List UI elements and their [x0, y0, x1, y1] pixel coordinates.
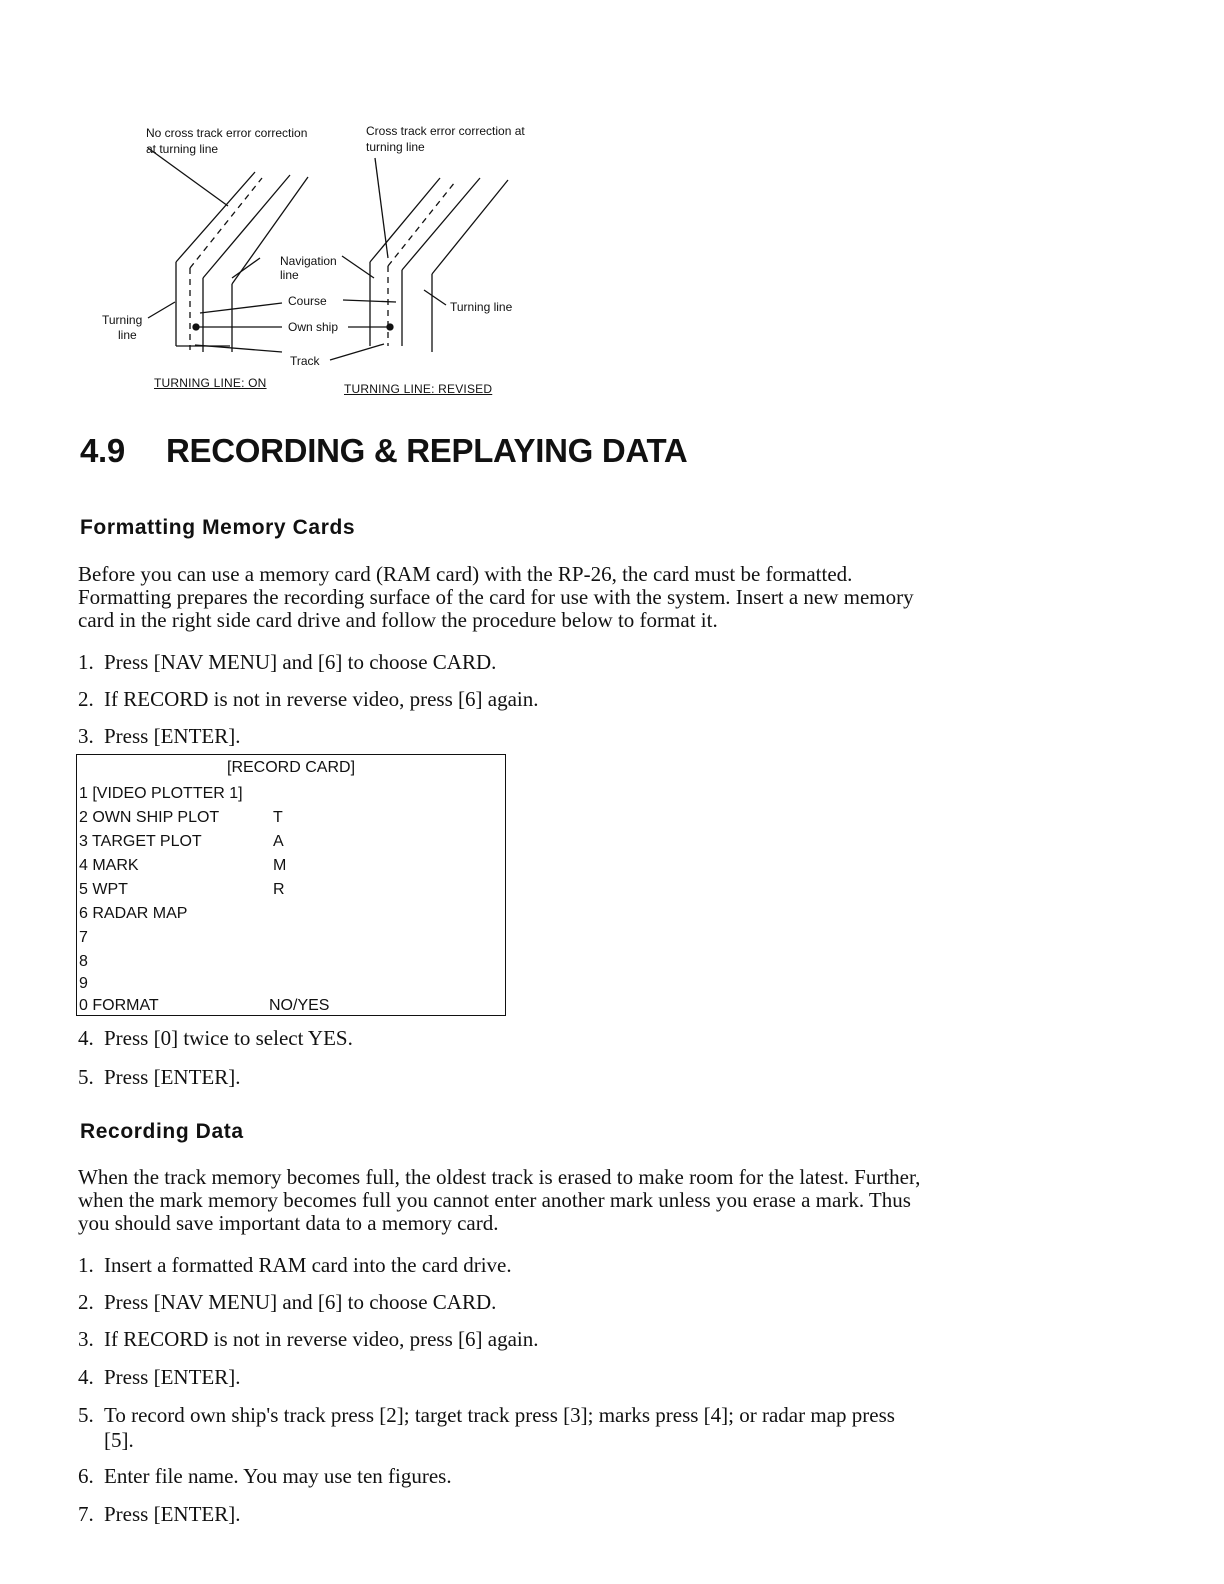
step-number: 1.: [78, 1253, 94, 1277]
menu-row-label: 0 FORMAT: [79, 997, 159, 1014]
right-own-ship-dot: [387, 324, 393, 330]
step-number: 5.: [78, 1065, 94, 1089]
recording-step: [78, 1327, 539, 1351]
own-ship-label: Own ship: [288, 320, 339, 334]
menu-row-label: 5 WPT: [79, 881, 128, 898]
step-number: 1.: [78, 650, 94, 674]
step-number: 6.: [78, 1464, 94, 1488]
section-number: 4.9: [80, 432, 125, 469]
menu-row-label: 9: [79, 975, 88, 992]
step-text: To record own ship's track press [2]; target track press [3]; marks press [4]; or radar map press: [104, 1403, 895, 1427]
menu-row-label: 7: [79, 929, 88, 946]
formatting-intro-line: Formatting prepares the recording surface of the card for use with the system. Insert a new memory: [78, 585, 914, 609]
section-title: [80, 432, 687, 470]
step-number: 4.: [78, 1365, 94, 1389]
correction-label-line1: Cross track error correction at: [366, 124, 525, 138]
formatting-step: [78, 687, 539, 711]
step-number: 5.: [78, 1403, 94, 1427]
turning-line-right-label: Turning line: [450, 300, 513, 314]
left-callout-leader: [148, 148, 228, 206]
step-text: Press [ENTER].: [104, 724, 241, 748]
recording-intro-line: When the track memory becomes full, the oldest track is erased to make room for the latest. Further,: [78, 1165, 921, 1189]
step-number: 3.: [78, 1327, 94, 1351]
menu-row-7: [79, 929, 499, 951]
menu-row-value: NO/YES: [269, 997, 330, 1014]
record-card-menu: [76, 754, 506, 1016]
right-outer-upper-line: [370, 178, 440, 262]
turning-line-diagram: [0, 0, 1224, 410]
menu-row-own-ship-plot: [79, 809, 499, 831]
track-leader-left: [195, 345, 282, 352]
menu-row-value: R: [273, 881, 285, 898]
turning-line-left-label-line2: line: [118, 328, 137, 342]
turning-line-left-label-line1: Turning: [102, 313, 143, 327]
menu-row-value: T: [273, 809, 283, 826]
formatting-heading: Formatting Memory Cards: [80, 516, 356, 539]
menu-row-label: 8: [79, 953, 88, 970]
step-text: Insert a formatted RAM card into the card drive.: [104, 1253, 512, 1277]
track-label: Track: [290, 354, 320, 368]
recording-step: [78, 1403, 895, 1427]
left-own-ship-dot: [193, 324, 199, 330]
correction-label-line2: turning line: [366, 140, 425, 154]
formatting-step: [78, 1065, 240, 1089]
menu-row-format: [79, 997, 499, 1019]
menu-row-value: A: [273, 833, 284, 850]
navigation-line-label-line2: line: [280, 268, 299, 282]
step-text: If RECORD is not in reverse video, press [6] again.: [104, 1327, 539, 1351]
step-number: 3.: [78, 724, 94, 748]
section-title-text: RECORDING & REPLAYING DATA: [166, 432, 688, 469]
recording-intro-line: when the mark memory becomes full you cannot enter another mark unless you erase a mark. Thus: [78, 1188, 911, 1212]
menu-title: [RECORD CARD]: [227, 759, 356, 776]
menu-row-9: [79, 975, 499, 997]
recording-step: [78, 1365, 240, 1389]
left-track-upper-line: [190, 178, 262, 268]
right-callout-leader: [375, 158, 388, 258]
recording-step: [78, 1290, 496, 1314]
menu-row-label: 3 TARGET PLOT: [79, 833, 202, 850]
recording-step: [78, 1502, 240, 1526]
recording-step-continuation: [5].: [104, 1428, 134, 1452]
menu-row-value: M: [273, 857, 287, 874]
step-text: Press [NAV MENU] and [6] to choose CARD.: [104, 1290, 497, 1314]
menu-row-label: 6 RADAR MAP: [79, 905, 188, 922]
step-number: 7.: [78, 1502, 94, 1526]
menu-row-wpt: [79, 881, 499, 903]
navigation-leader-left: [232, 258, 260, 278]
left-outer-upper-line: [176, 172, 255, 262]
track-leader-right: [330, 344, 384, 360]
step-text: Press [ENTER].: [104, 1502, 241, 1526]
recording-intro-line: you should save important data to a memory card.: [78, 1211, 499, 1235]
right-track-upper-line: [388, 182, 455, 266]
menu-row-label: 1 [VIDEO PLOTTER 1]: [79, 785, 243, 802]
step-text: Enter file name. You may use ten figures.: [104, 1464, 452, 1488]
formatting-intro-line: card in the right side card drive and follow the procedure below to format it.: [78, 608, 718, 632]
step-text: Press [ENTER].: [104, 1365, 241, 1389]
formatting-step: [78, 1026, 353, 1050]
course-leader: [200, 303, 282, 313]
no-correction-label-line2: at turning line: [146, 142, 219, 156]
menu-row-mark: [79, 857, 499, 879]
right-course-upper-line: [432, 180, 508, 274]
menu-row-target-plot: [79, 833, 499, 855]
turning-leader-right: [424, 290, 446, 305]
step-text: Press [NAV MENU] and [6] to choose CARD.: [104, 650, 497, 674]
menu-row-label: 4 MARK: [79, 857, 139, 874]
navigation-leader-right: [342, 256, 374, 278]
formatting-intro: [78, 563, 1038, 632]
menu-row-8: [79, 953, 499, 975]
recording-step: [78, 1253, 512, 1277]
menu-row-label: 2 OWN SHIP PLOT: [79, 809, 220, 826]
formatting-intro-line: Before you can use a memory card (RAM card) with the RP-26, the card must be formatted.: [78, 562, 853, 586]
step-text: If RECORD is not in reverse video, press [6] again.: [104, 687, 539, 711]
menu-row-video-plotter: [79, 785, 499, 807]
turning-line-drawing: [0, 0, 1224, 410]
recording-intro: [78, 1166, 1038, 1235]
menu-row-radar-map: [79, 905, 499, 927]
formatting-step: [78, 650, 496, 674]
step-text: Press [0] twice to select YES.: [104, 1026, 353, 1050]
step-text: Press [ENTER].: [104, 1065, 241, 1089]
caption-turning-line-on: TURNING LINE: ON: [154, 376, 267, 390]
right-inner-upper-line: [402, 178, 480, 270]
navigation-line-label-line1: Navigation: [280, 254, 337, 268]
turning-leader-left: [148, 302, 175, 318]
step-number: 4.: [78, 1026, 94, 1050]
formatting-step: [78, 724, 240, 748]
no-correction-label-line1: No cross track error correction: [146, 126, 308, 140]
recording-step: [78, 1464, 452, 1488]
caption-turning-line-revised: TURNING LINE: REVISED: [344, 382, 493, 396]
recording-heading: Recording Data: [80, 1120, 244, 1143]
course-label: Course: [288, 294, 327, 308]
step-number: 2.: [78, 1290, 94, 1314]
step-number: 2.: [78, 687, 94, 711]
